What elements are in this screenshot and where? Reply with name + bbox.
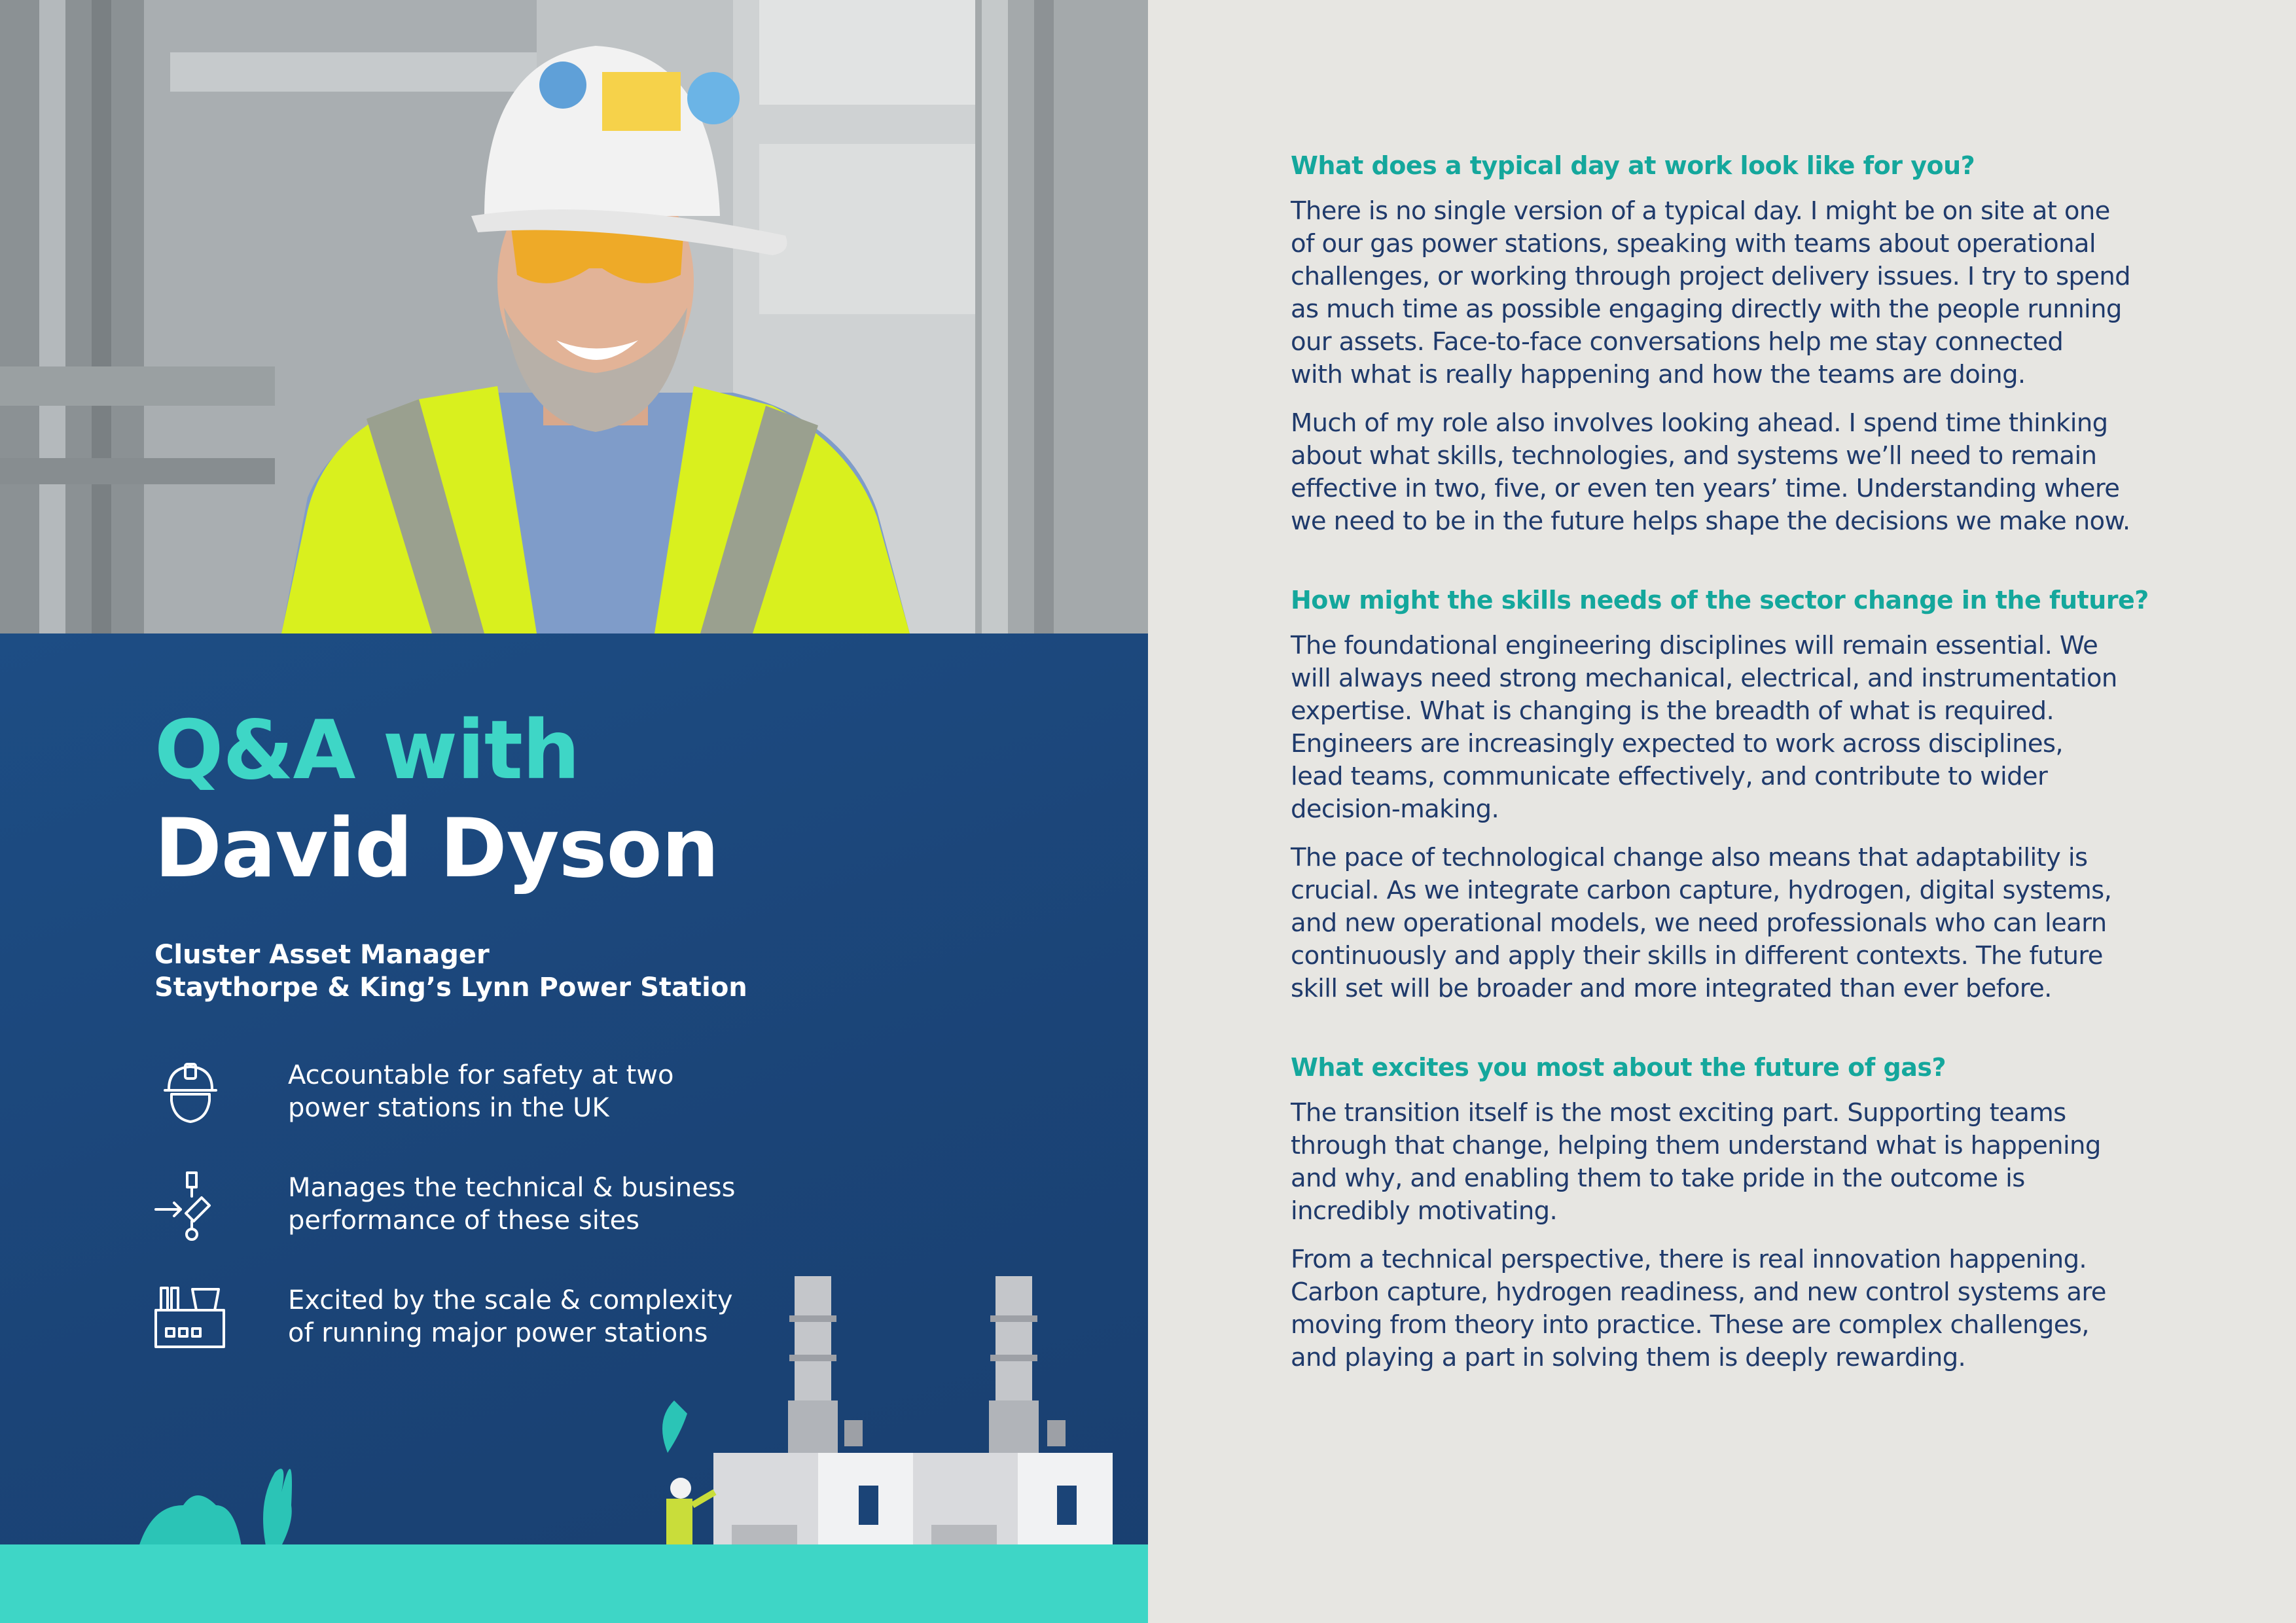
- text-line: through that change, helping them understand what is happening: [1291, 1131, 2101, 1160]
- text-line: decision-making.: [1291, 794, 1499, 824]
- text-line: we need to be in the future helps shape the decisions we make now.: [1291, 507, 2130, 536]
- text-line: The pace of technological change also means that adaptability is: [1291, 843, 2088, 872]
- fact-3-line-1: Excited by the scale & complexity: [288, 1285, 733, 1315]
- answer-2-paragraph-2: [1291, 842, 2161, 1005]
- text-line: Much of my role also involves looking ahead. I spend time thinking: [1291, 408, 2108, 438]
- question-3: What excites you most about the future of gas?: [1291, 1053, 1946, 1082]
- text-line: as much time as possible engaging directly with the people running: [1291, 294, 2122, 324]
- text-line: crucial. As we integrate carbon capture, hydrogen, digital systems,: [1291, 876, 2112, 905]
- text-line: about what skills, technologies, and systems we’ll need to remain: [1291, 441, 2097, 471]
- text-line: effective in two, five, or even ten years’ time. Understanding where: [1291, 474, 2120, 503]
- text-line: and new operational models, we need professionals who can learn: [1291, 908, 2107, 938]
- answer-3-paragraph-2: [1291, 1243, 2161, 1374]
- ground-strip: [0, 1544, 1148, 1623]
- answer-3-paragraph-1: [1291, 1097, 2161, 1228]
- text-line: will always need strong mechanical, electrical, and instrumentation: [1291, 664, 2117, 693]
- text-line: and playing a part in solving them is deeply rewarding.: [1291, 1343, 1966, 1372]
- text-line: challenges, or working through project delivery issues. I try to spend: [1291, 262, 2130, 291]
- title-line-1: Q&A with: [154, 704, 580, 798]
- answer-2-paragraph-1: [1291, 630, 2161, 826]
- portrait-illustration: [0, 0, 1148, 633]
- answer-1-paragraph-1: [1291, 195, 2161, 391]
- text-line: of our gas power stations, speaking with teams about operational: [1291, 229, 2096, 259]
- text-line: Engineers are increasingly expected to work across disciplines,: [1291, 729, 2064, 758]
- qa-section: [1291, 149, 2161, 1420]
- text-line: The transition itself is the most exciting part. Supporting teams: [1291, 1098, 2066, 1128]
- question-2: How might the skills needs of the sector change in the future?: [1291, 586, 2149, 615]
- text-line: There is no single version of a typical day. I might be on site at one: [1291, 196, 2110, 226]
- fact-item-safety: [154, 1058, 744, 1136]
- qa-block-3: [1291, 1051, 2161, 1374]
- text-line: continuously and apply their skills in different contexts. The future: [1291, 941, 2103, 971]
- text-line: moving from theory into practice. These are complex challenges,: [1291, 1310, 2089, 1340]
- fact-1-line-2: power stations in the UK: [288, 1093, 609, 1123]
- page-title: [154, 702, 719, 898]
- answer-1-paragraph-2: [1291, 407, 2161, 538]
- text-line: expertise. What is changing is the breadth of what is required.: [1291, 696, 2054, 726]
- text-line: skill set will be broader and more integrated than ever before.: [1291, 974, 2052, 1003]
- text-line: our assets. Face-to-face conversations help me stay connected: [1291, 327, 2064, 357]
- fact-2-line-1: Manages the technical & business: [288, 1173, 736, 1203]
- text-line: Carbon capture, hydrogen readiness, and new control systems are: [1291, 1277, 2106, 1307]
- fact-2-line-2: performance of these sites: [288, 1205, 640, 1236]
- valve-pipe-icon: [154, 1170, 226, 1242]
- qa-block-1: [1291, 149, 2161, 538]
- fact-item-performance: [154, 1170, 744, 1249]
- text-line: with what is really happening and how the teams are doing.: [1291, 360, 2026, 389]
- job-location: Staythorpe & King’s Lynn Power Station: [154, 972, 747, 1003]
- text-line: and why, and enabling them to take pride in the outcome is: [1291, 1164, 2025, 1193]
- job-role: [154, 938, 747, 1004]
- hard-hat-icon: [154, 1058, 226, 1130]
- text-line: lead teams, communicate effectively, and contribute to wider: [1291, 762, 2048, 791]
- question-1: What does a typical day at work look like for you?: [1291, 151, 1975, 180]
- text-line: incredibly motivating.: [1291, 1196, 1558, 1226]
- text-line: From a technical perspective, there is real innovation happening.: [1291, 1245, 2087, 1274]
- fact-1-line-1: Accountable for safety at two: [288, 1060, 674, 1090]
- text-line: The foundational engineering disciplines will remain essential. We: [1291, 631, 2098, 660]
- qa-block-2: [1291, 584, 2161, 1005]
- job-title: Cluster Asset Manager: [154, 940, 490, 970]
- portrait-photo: [0, 0, 1148, 633]
- title-line-2: David Dyson: [154, 802, 719, 896]
- fact-3-line-2: of running major power stations: [288, 1318, 708, 1348]
